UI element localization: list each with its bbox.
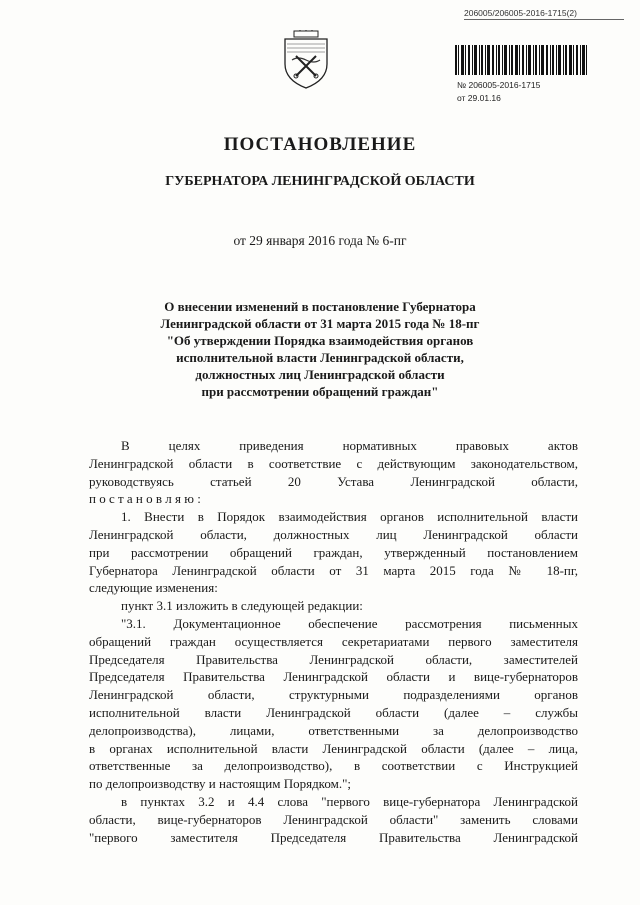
body-line: в органах исполнительной власти Ленинградской области (далее – лица,: [89, 740, 578, 756]
body-line: "3.1. Документационное обеспечение рассмотрения письменных: [121, 615, 578, 631]
decree-date-number: от 29 января 2016 года № 6-пг: [233, 233, 407, 248]
heading-line: должностных лиц Ленинградской области: [195, 367, 445, 382]
heading-line: при рассмотрении обращений граждан": [201, 384, 439, 399]
document-registration-info: [457, 79, 540, 105]
heading-line: О внесении изменений в постановление Губернатора: [164, 299, 476, 314]
heading-line: Ленинградской области от 31 марта 2015 года № 18-пг: [160, 316, 480, 331]
body-line: Ленинградской области, структурными подразделениями органов: [89, 687, 578, 703]
body-line: руководствуясь статьей 20 Устава Ленинградской области,: [89, 473, 578, 489]
body-line: по делопроизводству и настоящим Порядком.";: [89, 776, 351, 792]
coat-of-arms-emblem: [280, 30, 332, 90]
heading-line: "Об утверждении Порядка взаимодействия органов: [166, 333, 474, 348]
body-line: Ленинградской области, должностных лиц Ленинградской области: [89, 526, 578, 542]
registration-stamp: 206005/206005-2016-1715(2): [464, 8, 624, 20]
body-line: обращений граждан осуществляется секретариатами первого заместителя: [89, 633, 578, 649]
body-line: области, вице-губернаторов Ленинградской области" заменить словами: [89, 811, 578, 827]
body-line: пункт 3.1 изложить в следующей редакции:: [121, 598, 363, 614]
document-subtitle: ГУБЕРНАТОРА ЛЕНИНГРАДСКОЙ ОБЛАСТИ: [165, 174, 475, 189]
body-line: исполнительной власти Ленинградской области (далее – службы: [89, 704, 578, 720]
body-line: Председателя Правительства Ленинградской области и вице-губернаторов: [89, 669, 578, 685]
barcode-icon: [455, 45, 587, 75]
body-line: следующие изменения:: [89, 580, 218, 596]
body-line: В целях приведения нормативных правовых актов: [121, 438, 578, 453]
document-date: от 29.01.16: [457, 93, 501, 103]
document-number: № 206005-2016-1715: [457, 80, 541, 90]
body-line: 1. Внести в Порядок взаимодействия органов исполнительной власти: [121, 509, 578, 525]
document-title: ПОСТАНОВЛЕНИЕ: [223, 134, 417, 155]
decree-heading: [100, 298, 540, 400]
body-line: при рассмотрении обращений граждан, утвержденный постановлением: [89, 544, 578, 560]
body-line: ответственные за делопроизводство), в соответствии с Инструкцией: [89, 758, 578, 774]
body-line: "первого заместителя Председателя Правительства Ленинградской: [89, 829, 578, 845]
body-line: Ленинградской области в соответствие с действующим законодательством,: [89, 455, 578, 471]
decree-body: [89, 437, 578, 846]
body-line: Председателя Правительства Ленинградской области, заместителей: [89, 651, 578, 667]
body-line: п о с т а н о в л я ю :: [89, 491, 201, 507]
body-line: Губернатора Ленинградской области от 31 марта 2015 года № 18-пг,: [89, 562, 578, 578]
body-line: в пунктах 3.2 и 4.4 слова "первого вице-губернатора Ленинградской: [121, 793, 578, 809]
heading-line: исполнительной власти Ленинградской области,: [176, 350, 464, 365]
body-line: делопроизводства), лицами, ответственными за делопроизводство: [89, 722, 578, 738]
